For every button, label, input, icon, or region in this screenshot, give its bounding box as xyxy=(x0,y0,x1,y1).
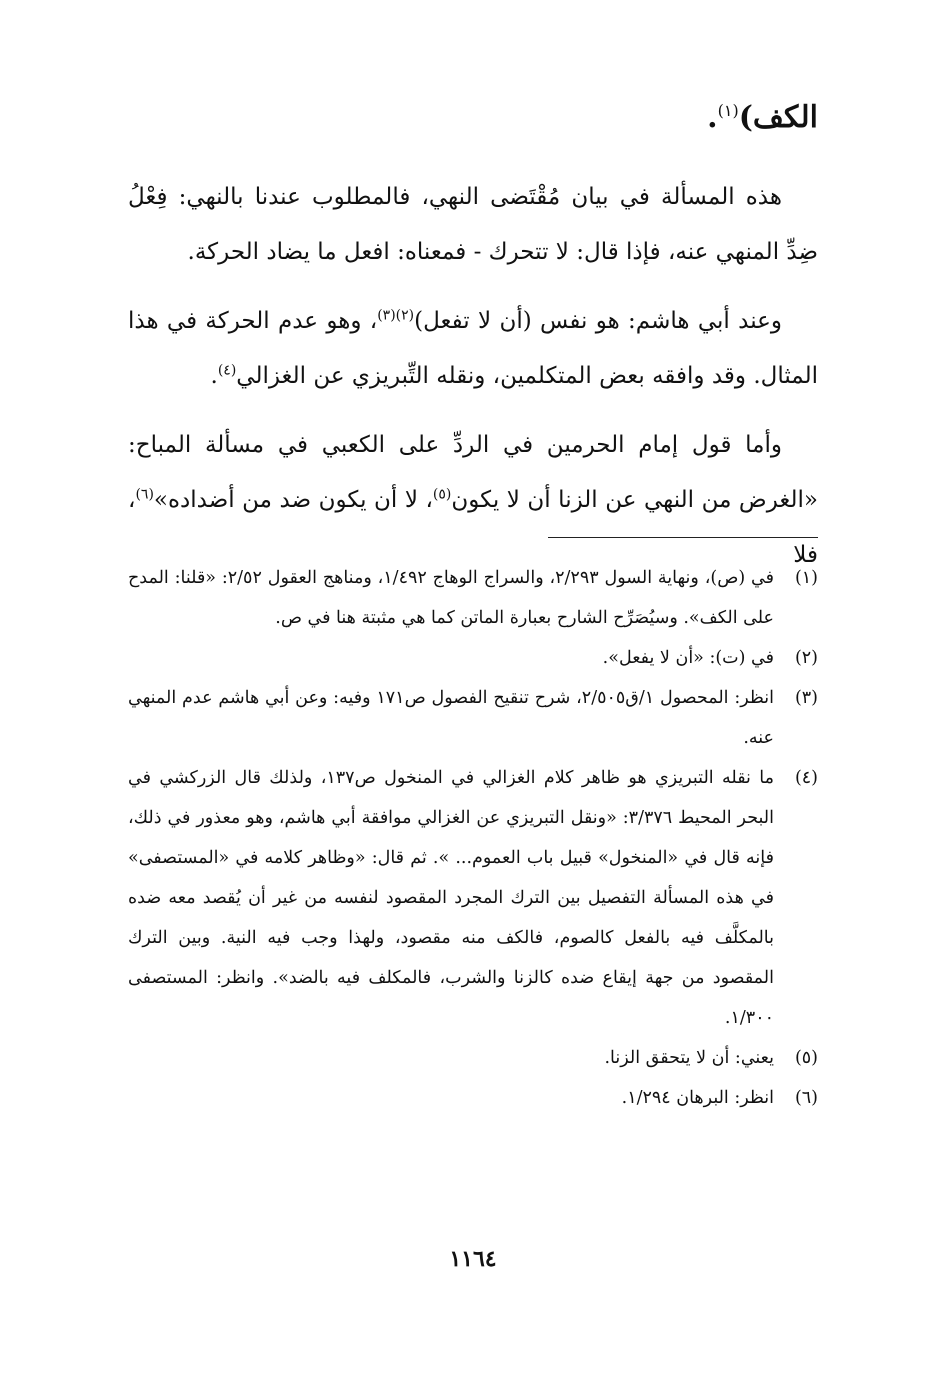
footnote-text: انظر: المحصول ١/ق٢/٥٠٥، شرح تنقيح الفصول ص١٧١ وفيه: وعن أبي هاشم عدم المنهي عنه. xyxy=(128,688,774,748)
paragraph-text: . xyxy=(210,363,218,389)
paragraph xyxy=(128,294,818,404)
footnote xyxy=(128,638,818,678)
section-title-end: . xyxy=(707,100,718,135)
paragraph-text: هذه المسألة في بيان مُقْتَضى النهي، فالمطلوب عندنا بالنهي: فِعْلُ ضِدِّ المنهي عنه، فإذا قال: لا تتحرك - فمعناه: افعل ما يضاد الحركة. xyxy=(128,184,818,265)
footnote xyxy=(128,1078,818,1118)
footnote-text: انظر: البرهان ١/٢٩٤. xyxy=(621,1088,774,1108)
paragraph-text: ، فلا xyxy=(128,487,818,568)
footnote-text: ما نقله التبريزي هو ظاهر كلام الغزالي في المنخول ص١٣٧، ولذلك قال الزركشي في البحر المحيط ٣/٣٧٦: «ونقل التبريزي عن الغزالي موافقة أبي هاشم، وهو معذور في ذلك، فإنه قال في «المنخول» قبيل باب العموم... ». ثم قال: «وظاهر كلامه في «المستصفى» في هذه المسألة التفصيل بين الترك المجرد المقصود لنفسه من غير أن يُقصد معه ضده بالمكلَّف فيه بالفعل كالصوم، فالكف منه مقصود، ولهذا وجب فيه النية. وبين الترك المقصود من جهة إيقاع ضده كالزنا والشرب، فالمكلف فيه بالضد». وانظر: المستصفى ١/٣٠٠. xyxy=(128,768,774,1028)
footnote-number: (٤) xyxy=(794,768,818,788)
footnote-text: في (ت): «أن لا يفعل». xyxy=(602,648,774,668)
footnotes xyxy=(128,558,818,1118)
footnote-separator xyxy=(548,537,818,538)
paragraph-text: ، وهو عدم الحركة في هذا المثال. وقد وافقه بعض المتكلمين، ونقله التِّبريزي عن الغزالي xyxy=(128,308,818,389)
footnote-ref: (٥) xyxy=(432,486,452,503)
paragraph xyxy=(128,170,818,280)
page-number: ١١٦٤ xyxy=(449,1246,497,1272)
section-title xyxy=(707,100,818,135)
footnote xyxy=(128,1038,818,1078)
footnote-number: (٣) xyxy=(794,688,818,708)
footnote-ref: (٤) xyxy=(217,362,237,379)
footnote xyxy=(128,758,818,1038)
footnote-ref: (٢)(٣) xyxy=(377,307,415,324)
section-title-text: الكف) xyxy=(738,100,818,135)
footnote-number: (٦) xyxy=(794,1088,818,1108)
paragraph-text: وأما قول إمام الحرمين في الردِّ على الكعبي في مسألة المباح: «الغرض من النهي عن الزنا أن لا يكون xyxy=(128,432,818,513)
footnote-number: (١) xyxy=(794,568,818,588)
footnote-ref: (١) xyxy=(717,101,739,120)
footnote-number: (٥) xyxy=(794,1048,818,1068)
footnote-text: في (ص)، ونهاية السول ٢/٢٩٣، والسراج الوهاج ١/٤٩٢، ومناهج العقول ٢/٥٢: «قلنا: المدح على الكف». وسيُصَرِّح الشارح بعبارة الماتن كما هي مثبتة هنا في ص. xyxy=(128,568,774,628)
paragraph-text: ، لا أن يكون ضد من أضداده» xyxy=(153,487,433,513)
main-text xyxy=(128,170,818,597)
footnote-text: يعني: أن لا يتحقق الزنا. xyxy=(604,1048,774,1068)
footnote-number: (٢) xyxy=(794,648,818,668)
footnote-ref: (٦) xyxy=(135,486,154,503)
paragraph-text: وعند أبي هاشم: هو نفس (أن لا تفعل) xyxy=(414,308,782,334)
footnote xyxy=(128,558,818,638)
footnote xyxy=(128,678,818,758)
